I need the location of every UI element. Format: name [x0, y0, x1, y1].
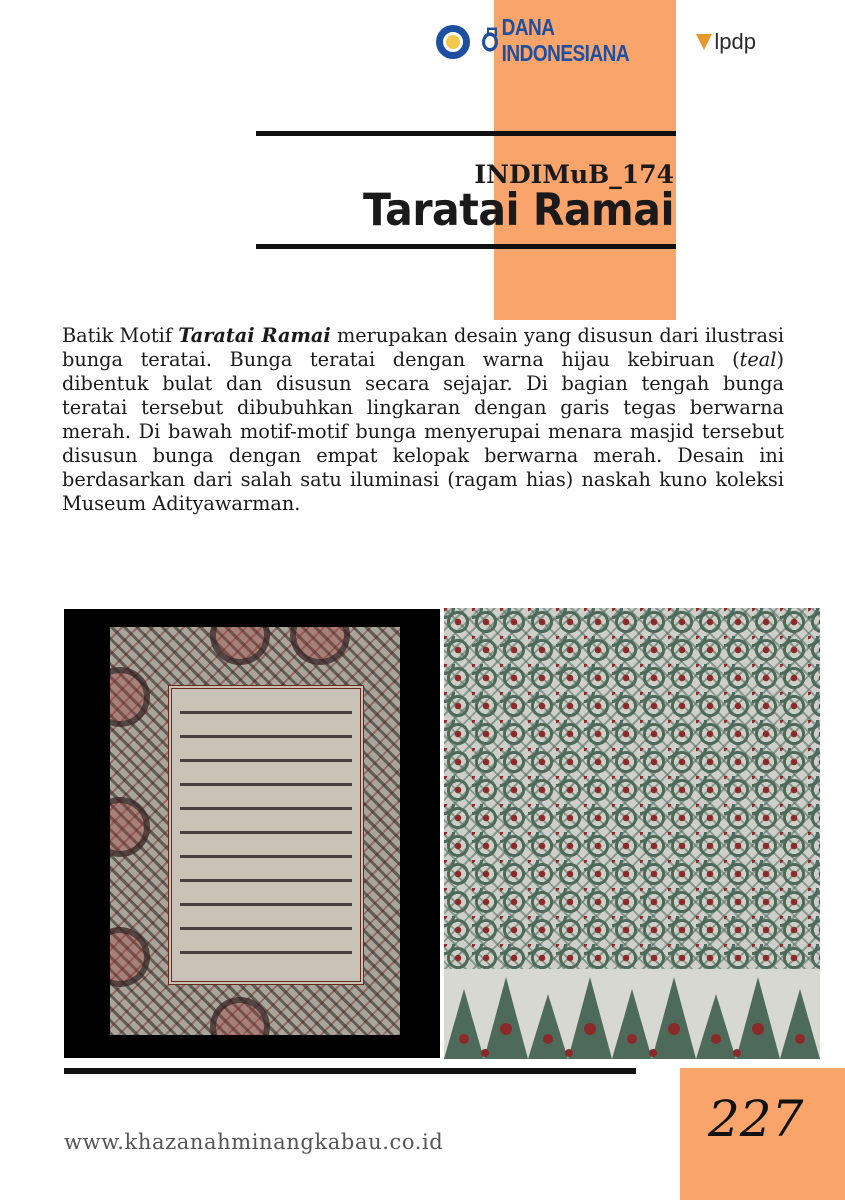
manuscript-photo — [64, 609, 440, 1058]
lpdp-text: lpdp — [714, 29, 756, 54]
dana-indonesiana-logo — [482, 16, 685, 69]
lpdp-mark-icon — [696, 34, 712, 50]
dana-indonesiana-text: DANA INDONESIANA — [501, 15, 630, 68]
title-rule-bottom — [256, 244, 676, 249]
website-url: www.khazanahminangkabau.co.id — [64, 1130, 444, 1154]
manuscript-text-panel — [168, 685, 364, 985]
title-rule-top — [256, 131, 676, 136]
page-number: 227 — [708, 1090, 804, 1148]
batik-pattern-image — [444, 608, 820, 1059]
description-teal-word: teal — [739, 348, 777, 371]
manuscript-page-image — [110, 627, 400, 1035]
batik-pattern-border — [444, 969, 820, 1059]
lpdp-logo — [696, 29, 756, 55]
footer-rule — [64, 1068, 636, 1074]
dana-indonesiana-mark-icon — [482, 32, 498, 51]
description-paragraph — [62, 324, 784, 516]
motif-code: INDIMuB_174 — [474, 160, 674, 189]
sponsor-logos — [436, 15, 756, 68]
description-motif-name: Taratai Ramai — [178, 324, 331, 347]
description-text-part2: ) dibentuk bulat dan disusun secara sejajar. Di bagian tengah bunga teratai tersebut dibubuhkan lingkaran dengan garis tegas berwarna merah. Di bawah motif-motif bunga menyerupai menara masjid tersebut disusun bunga dengan empat kelopak berwarna merah. Desain ini berdasarkan dari salah satu iluminasi (ragam hias) naskah kuno koleksi Museum Adityawarman. — [62, 348, 784, 515]
motif-title: Taratai Ramai — [362, 184, 674, 236]
description-text-part1: merupakan desain yang disusun dari ilustrasi bunga teratai. Bunga teratai dengan warna hijau kebiruan ( — [62, 324, 785, 371]
description-intro: Batik Motif — [62, 324, 179, 347]
tut-wuri-handayani-emblem-icon — [436, 25, 470, 59]
manuscript-script-lines — [180, 697, 352, 973]
